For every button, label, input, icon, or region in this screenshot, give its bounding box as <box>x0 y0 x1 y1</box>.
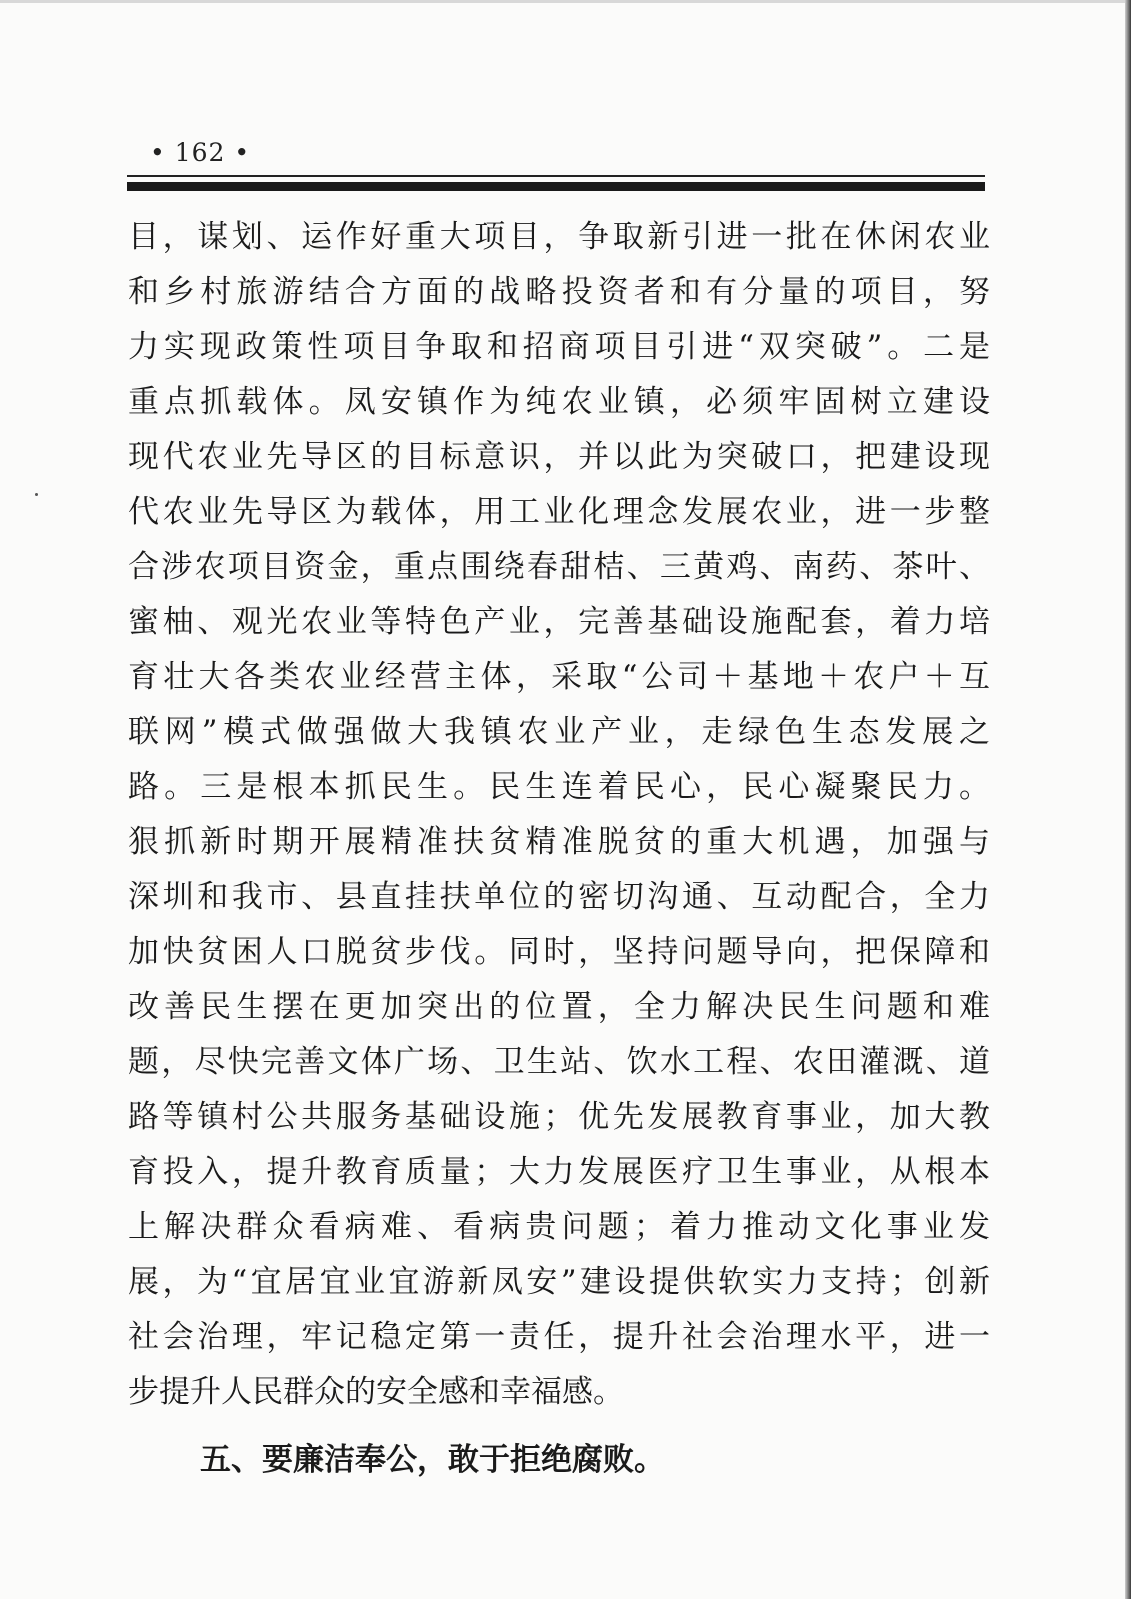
text-line: 育投入，提升教育质量；大力发展医疗卫生事业，从根本 <box>128 1154 990 1190</box>
text-line: 改善民生摆在更加突出的位置，全力解决民生问题和难 <box>128 989 990 1025</box>
text-line: 联网”模式做强做大我镇农业产业，走绿色生态发展之 <box>128 714 990 750</box>
text-line: 狠抓新时期开展精准扶贫精准脱贫的重大机遇，加强与 <box>128 824 990 860</box>
text-line: 路。三是根本抓民生。民生连着民心，民心凝聚民力。 <box>128 769 990 805</box>
text-line: 题，尽快完善文体广场、卫生站、饮水工程、农田灌溉、道 <box>128 1044 990 1080</box>
text-line: 加快贫困人口脱贫步伐。同时，坚持问题导向，把保障和 <box>128 934 990 970</box>
scan-edge-right <box>1125 0 1131 1599</box>
text-line: 蜜柚、观光农业等特色产业，完善基础设施配套，着力培 <box>128 604 990 640</box>
text-line: 力实现政策性项目争取和招商项目引进“双突破”。二是 <box>128 329 990 365</box>
text-line: 路等镇村公共服务基础设施；优先发展教育事业，加大教 <box>128 1099 990 1135</box>
scan-speck <box>35 493 38 496</box>
text-line: 社会治理，牢记稳定第一责任，提升社会治理水平，进一 <box>128 1319 990 1355</box>
text-line: 目，谋划、运作好重大项目，争取新引进一批在休闲农业 <box>128 219 990 255</box>
text-line: 现代农业先导区的目标意识，并以此为突破口，把建设现 <box>128 439 990 475</box>
header-rule-thin <box>127 175 985 177</box>
text-line: 代农业先导区为载体，用工业化理念发展农业，进一步整 <box>128 494 990 530</box>
page-number-header: • 162 • <box>150 138 251 167</box>
body-paragraph <box>128 210 990 1420</box>
text-line: 展，为“宜居宜业宜游新凤安”建设提供软实力支持；创新 <box>128 1264 990 1300</box>
scan-edge-top <box>0 0 1131 3</box>
section-heading: 五、要廉洁奉公，敢于拒绝腐败。 <box>200 1442 665 1478</box>
text-line: 合涉农项目资金，重点围绕春甜桔、三黄鸡、南药、茶叶、 <box>128 549 990 585</box>
text-line-last: 步提升人民群众的安全感和幸福感。 <box>128 1374 624 1410</box>
text-line: 育壮大各类农业经营主体，采取“公司＋基地＋农户＋互 <box>128 659 990 695</box>
text-line: 深圳和我市、县直挂扶单位的密切沟通、互动配合，全力 <box>128 879 990 915</box>
text-line: 和乡村旅游结合方面的战略投资者和有分量的项目，努 <box>128 274 990 310</box>
header-rule-thick <box>127 182 985 191</box>
text-line: 上解决群众看病难、看病贵问题；着力推动文化事业发 <box>128 1209 990 1245</box>
text-line: 重点抓载体。凤安镇作为纯农业镇，必须牢固树立建设 <box>128 384 990 420</box>
